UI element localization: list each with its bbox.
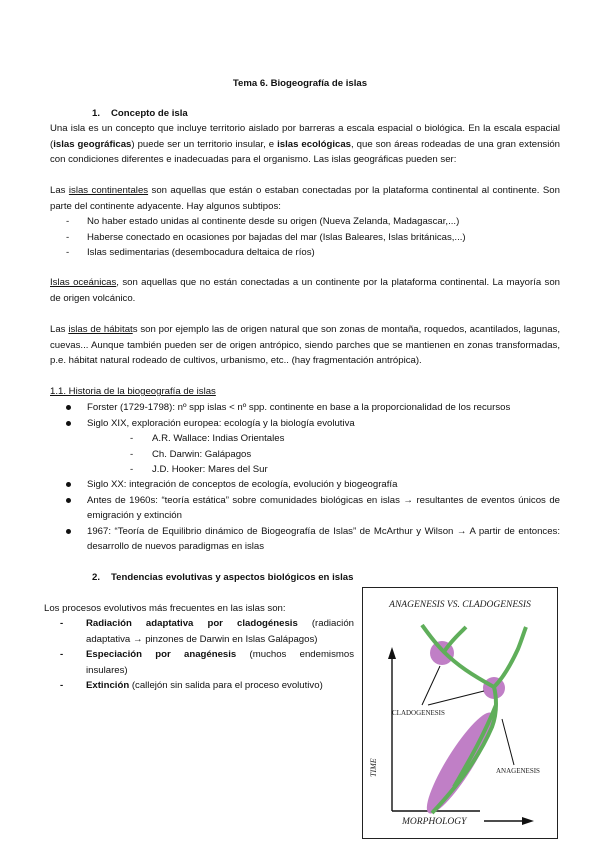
text: Una isla es un concepto que incluye territorio aislado por barreras a escala espacial o biológica. En la escala espacial ( bbox=[50, 123, 560, 150]
explorers-list bbox=[50, 431, 560, 478]
list-item bbox=[50, 524, 560, 555]
continental-islands-paragraph bbox=[50, 183, 560, 214]
text: Las bbox=[50, 185, 69, 196]
history-list-continued bbox=[50, 477, 560, 555]
list-item bbox=[44, 678, 354, 694]
text: (muchos endemismos insulares) bbox=[86, 649, 354, 676]
list-item bbox=[50, 400, 560, 416]
habitat-islands-paragraph bbox=[50, 322, 560, 369]
text: ) puede ser un territorio insular, e bbox=[131, 138, 278, 150]
island-definition-paragraph bbox=[50, 121, 560, 168]
text: son aquellas que están o estaban conectadas por la plataforma continental al continente. Son parte del continente adyacente. Hay algunos subtipos: bbox=[50, 185, 560, 212]
anagenesis-label: ANAGENESIS bbox=[496, 767, 540, 775]
term-islas-de-habitat: islas de hábitat bbox=[68, 324, 133, 335]
text: (radiación adaptativa → pinzones de Darwin en Islas Galápagos) bbox=[86, 618, 354, 645]
text: 1967: “Teoría de Equilibrio dinámico de Biogeografía de Islas” de McArthur y Wilson → A partir de entonces: desarrollo de nuevos paradigmas en islas bbox=[87, 525, 560, 553]
list-item bbox=[50, 416, 560, 432]
term-islas-continentales: islas continentales bbox=[68, 185, 149, 196]
page-title: Tema 6. Biogeografía de islas bbox=[232, 78, 368, 89]
text: Siglo XX: integración de conceptos de ecología, evolución y biogeografía bbox=[87, 479, 398, 490]
term-radiacion-adaptativa: Radiación adaptativa por cladogénesis bbox=[86, 618, 298, 629]
cladogenesis-label: CLADOGENESIS bbox=[392, 709, 445, 717]
section-2-number: 2. bbox=[92, 572, 101, 583]
section-2-heading: Tendencias evolutivas y aspectos biológicos en islas bbox=[111, 572, 354, 583]
list-item bbox=[50, 477, 560, 493]
time-label: TIME bbox=[369, 758, 378, 777]
text: (callejón sin salida para el proceso evolutivo) bbox=[129, 680, 323, 692]
list-item bbox=[44, 616, 354, 647]
text: Las bbox=[50, 324, 69, 335]
list-item: - No haber estado unidas al continente desde su origen (Nueva Zelanda, Madagascar,...) bbox=[50, 214, 570, 230]
text: Forster (1729-1798): nº spp islas < nº spp. continente en base a la proporcionalidad de los recursos bbox=[87, 402, 511, 413]
section-1-number: 1. bbox=[92, 108, 101, 119]
section-2-intro: Los procesos evolutivos más frecuentes en las islas son: bbox=[44, 603, 286, 614]
text: , que son áreas rodeadas de una gran extensión con condiciones diferentes e inadecuadas para el organismo. Las islas geográficas pueden ser: bbox=[50, 138, 561, 166]
list-item: - Ch. Darwin: Galápagos bbox=[50, 447, 560, 463]
list-item bbox=[44, 647, 354, 678]
evolutionary-processes-list bbox=[44, 616, 354, 694]
term-islas-geograficas: islas geográficas bbox=[53, 138, 132, 150]
term-extincion: Extinción bbox=[86, 680, 130, 692]
anagenesis-vs-cladogenesis-figure bbox=[362, 587, 558, 839]
oceanic-islands-paragraph bbox=[50, 275, 560, 306]
term-anagenesis: Especiación por anagénesis bbox=[86, 649, 237, 661]
list-item: - Islas sedimentarias (desembocadura deltaica de ríos) bbox=[50, 245, 570, 261]
morphology-label: MORPHOLOGY bbox=[402, 817, 467, 827]
term-islas-oceanicas: Islas oceánicas bbox=[50, 277, 117, 288]
history-list bbox=[50, 400, 560, 431]
text: Siglo XIX, exploración europea: ecología y la biología evolutiva bbox=[87, 417, 355, 429]
list-item: - J.D. Hooker: Mares del Sur bbox=[50, 462, 560, 478]
subsection-1-1-heading: 1.1. Historia de la biogeografía de islas bbox=[50, 386, 216, 397]
list-item bbox=[50, 493, 560, 524]
list-item: - A.R. Wallace: Indias Orientales bbox=[50, 431, 560, 447]
term-islas-ecologicas: islas ecológicas bbox=[277, 138, 352, 150]
list-item: - Haberse conectado en ocasiones por bajadas del mar (Islas Baleares, Islas británicas,...) bbox=[50, 230, 570, 246]
figure-title: ANAGENESIS VS. CLADOGENESIS bbox=[389, 600, 531, 610]
text: s son por ejemplo las de origen natural que son zonas de montaña, roquedos, acantilados, lagunas, cuevas... Aunque también pueden ser de origen antrópico, siendo parches que se mantienen en zonas transformadas, p.e. hábitat natural rodeado de cultivos, urbanismo, etc.. (hay fragmentación antrópica). bbox=[50, 324, 561, 367]
section-1-heading: Concepto de isla bbox=[111, 108, 188, 119]
text: , son aquellas que no están conectadas a un continente por la plataforma continental. La mayoría son de origen volcánico. bbox=[50, 277, 560, 304]
text: Antes de 1960s: “teoría estática” sobre comunidades biológicas en islas → resultantes de eventos únicos de emigración y extinción bbox=[87, 494, 560, 522]
continental-subtypes-list bbox=[50, 214, 570, 261]
